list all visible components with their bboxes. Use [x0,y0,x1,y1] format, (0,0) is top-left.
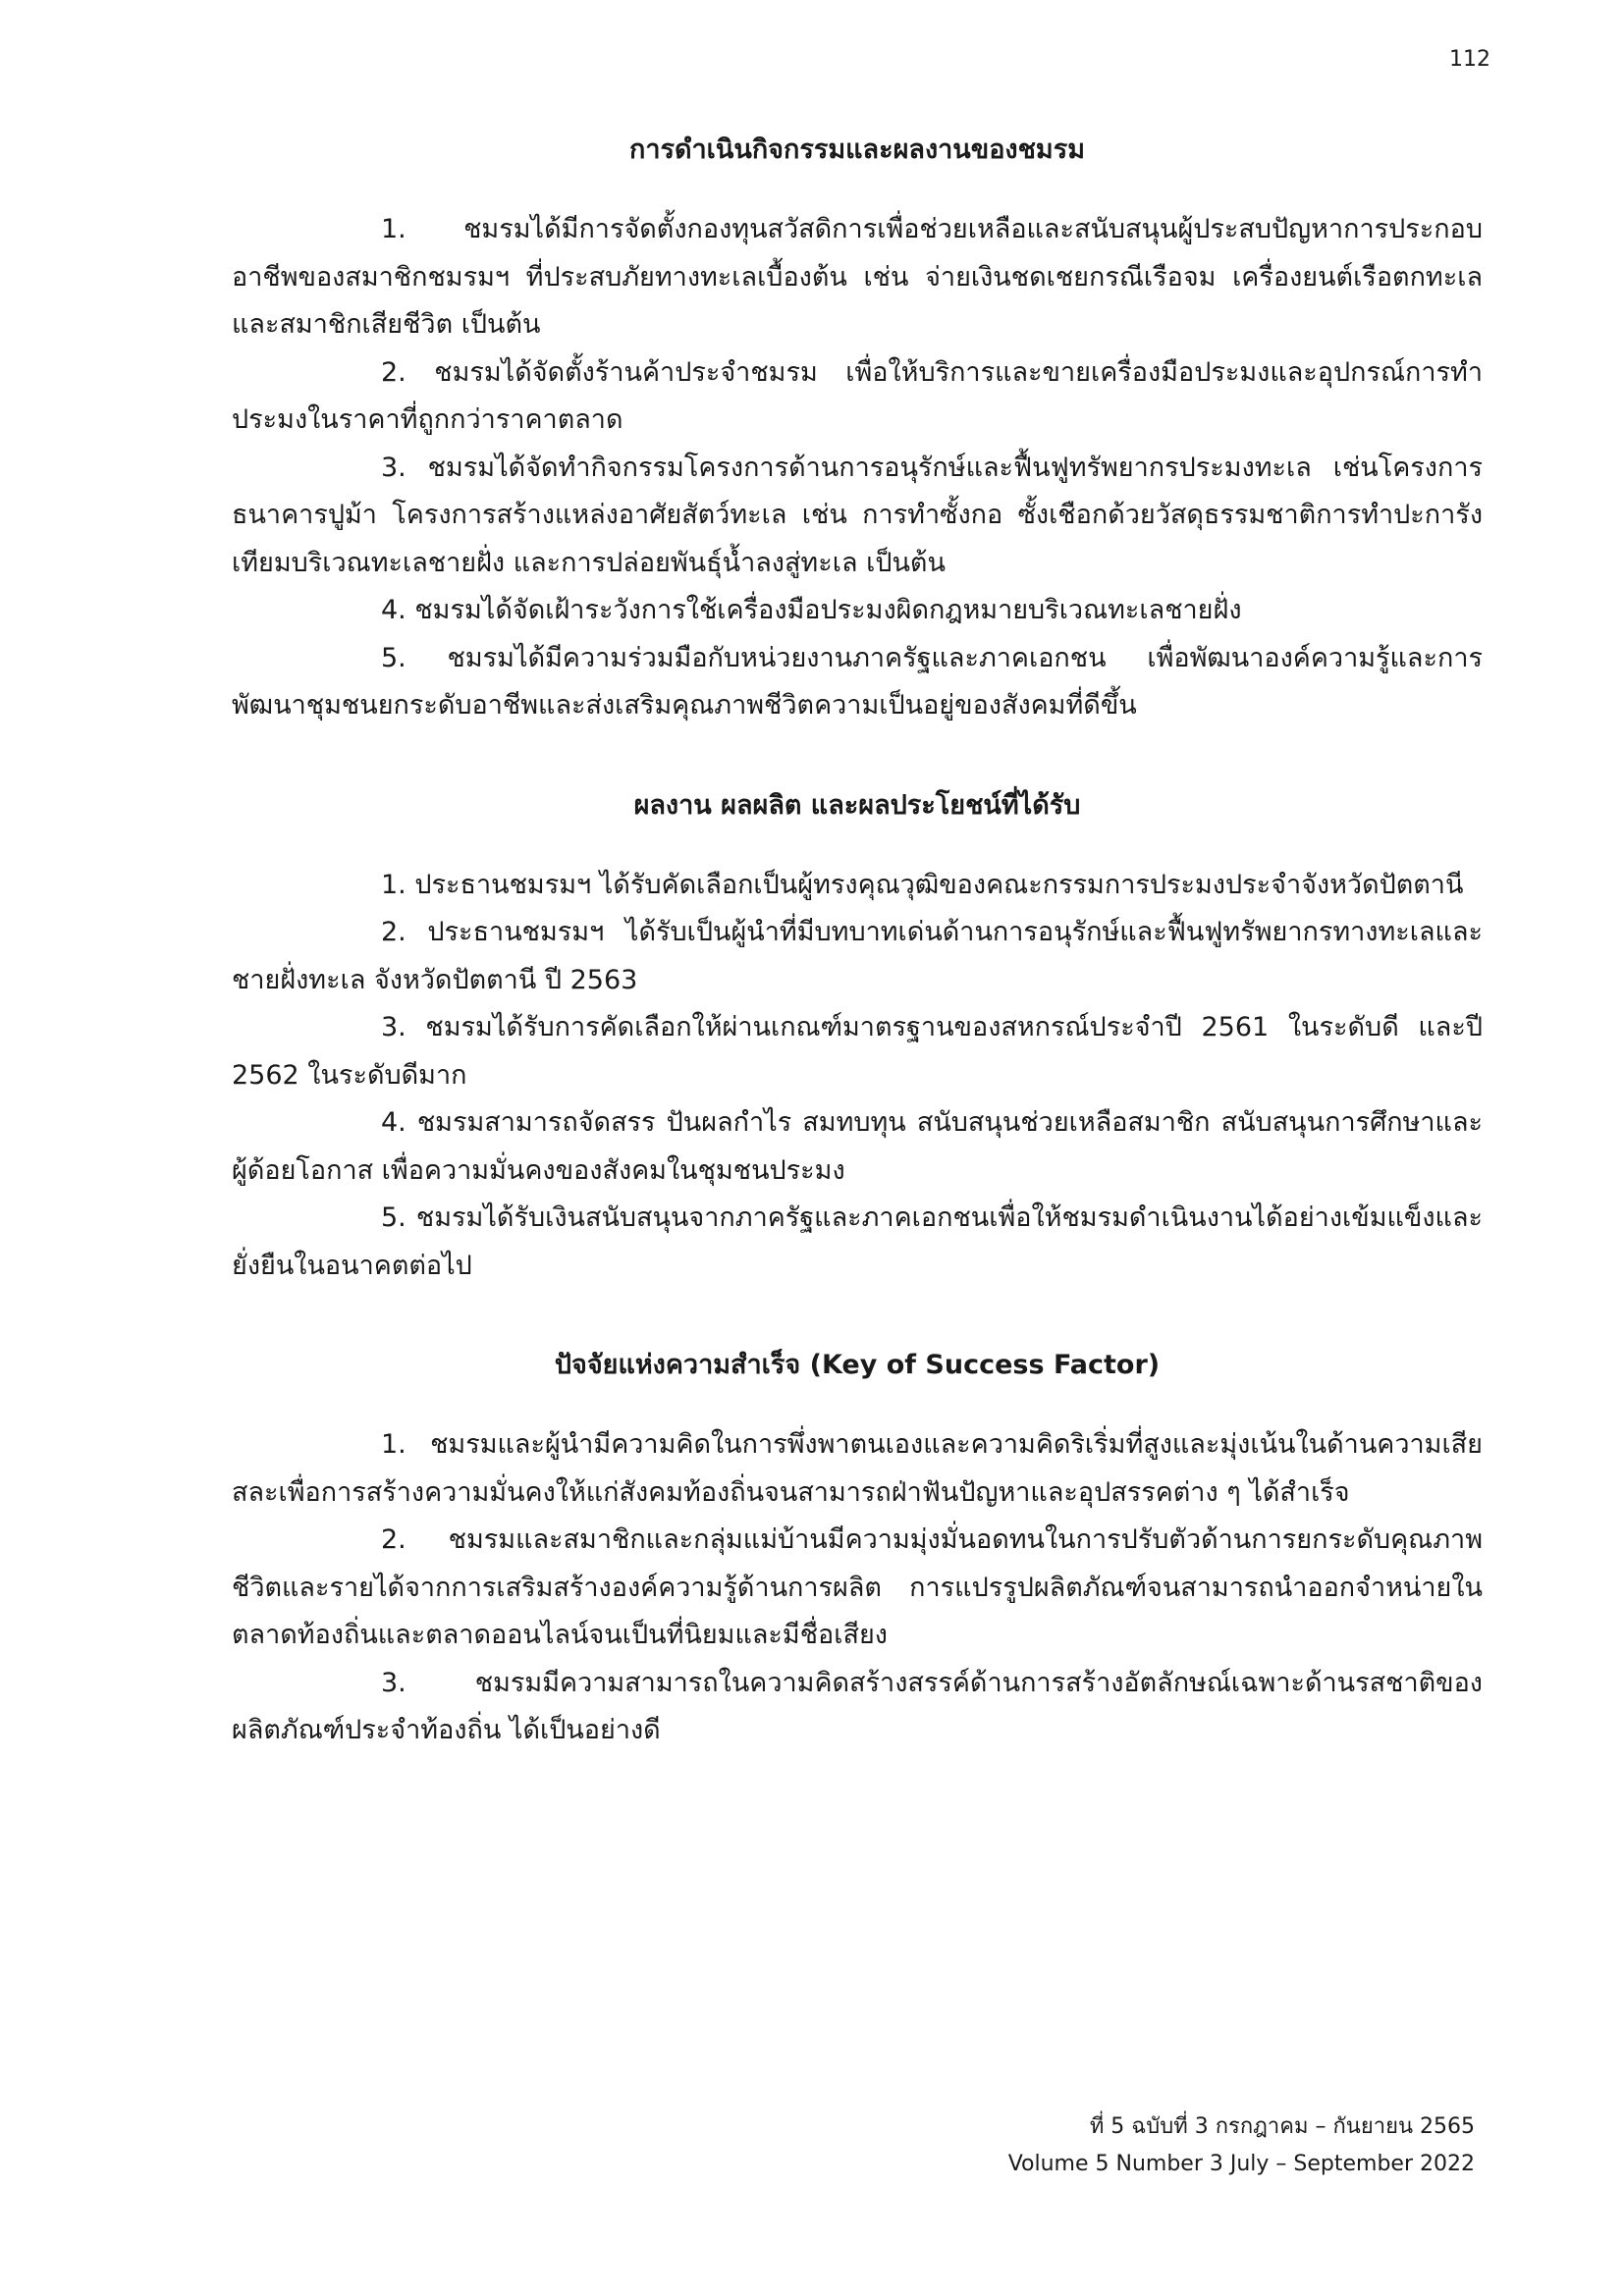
paragraph: 2. ประธานชมรมฯ ได้รับเป็นผู้นำที่มีบทบาทเด่นด้านการอนุรักษ์และฟื้นฟูทรัพยากรทางทะเลและชายฝั่งทะเล จังหวัดปัตตานี ปี 2563 [232,917,1483,995]
journal-footer [1008,2109,1475,2183]
document-body [232,108,1483,1808]
section-title: การดำเนินกิจกรรมและผลงานของชมรม [628,134,1086,165]
section-outputs [232,783,1483,1291]
paragraph: 3. ชมรมได้รับการคัดเลือกให้ผ่านเกณฑ์มาตรฐานของสหกรณ์ประจำปี 2561 ในระดับดี และปี 2562 ในระดับดีมาก [232,1012,1483,1091]
section-success-factors [232,1343,1483,1755]
paragraph: 3. ชมรมได้จัดทำกิจกรรมโครงการด้านการอนุรักษ์และฟื้นฟูทรัพยากรประมงทะเล เช่นโครงการธนาคารปูม้า โครงการสร้างแหล่งอาศัยสัตว์ทะเล เช่น การทำซั้งกอ ซั้งเชือกด้วยวัสดุธรรมชาติการทำปะการังเทียมบริเวณทะเลชายฝั่ง และการปล่อยพันธุ์น้ำลงสู่ทะเล เป็นต้น [232,452,1483,578]
paragraph: 4. ชมรมได้จัดเฝ้าระวังการใช้เครื่องมือประมงผิดกฎหมายบริเวณทะเลชายฝั่ง [381,595,1242,625]
section-title: ปัจจัยแห่งความสำเร็จ (Key of Success Factor) [554,1350,1161,1380]
footer-english-issue: Volume 5 Number 3 July – September 2022 [1007,2152,1475,2176]
paragraph: 3. ชมรมมีความสามารถในความคิดสร้างสรรค์ด้านการสร้างอัตลักษณ์เฉพาะด้านรสชาติของผลิตภัณฑ์ประจำท้องถิ่น ได้เป็นอย่างดี [232,1667,1483,1745]
paragraph: 1. ชมรมและผู้นำมีความคิดในการพึ่งพาตนเองและความคิดริเริ่มที่สูงและมุ่งเน้นในด้านความเสียสละเพื่อการสร้างความมั่นคงให้แก่สังคมท้องถิ่นจนสามารถฝ่าฟันปัญหาและอุปสรรคต่าง ๆ ได้สำเร็จ [232,1429,1483,1508]
paragraph: 4. ชมรมสามารถจัดสรร ปันผลกำไร สมทบทุน สนับสนุนช่วยเหลือสมาชิก สนับสนุนการศึกษาและผู้ด้อยโอกาส เพื่อความมั่นคงของสังคมในชุมชนประมง [232,1107,1483,1186]
section-activities [232,128,1483,730]
paragraph: 2. ชมรมได้จัดตั้งร้านค้าประจำชมรม เพื่อให้บริการและขายเครื่องมือประมงและอุปกรณ์การทำประมงในราคาที่ถูกกว่าราคาตลาด [232,356,1483,435]
paragraph: 1. ประธานชมรมฯ ได้รับคัดเลือกเป็นผู้ทรงคุณวุฒิของคณะกรรมการประมงประจำจังหวัดปัตตานี [381,869,1464,900]
footer-thai-issue: ที่ 5 ฉบับที่ 3 กรกฎาคม – กันยายน 2565 [1089,2114,1475,2139]
paragraph: 1. ชมรมได้มีการจัดตั้งกองทุนสวัสดิการเพื่อช่วยเหลือและสนับสนุนผู้ประสบปัญหาการประกอบอาชีพของสมาชิกชมรมฯ ที่ประสบภัยทางทะเลเบื้องต้น เช่น จ่ายเงินชดเชยกรณีเรือจม เครื่องยนต์เรือตกทะเลและสมาชิกเสียชีวิต เป็นต้น [232,214,1483,340]
section-title: ผลงาน ผลผลิต และผลประโยชน์ที่ได้รับ [633,789,1081,821]
paragraph: 2. ชมรมและสมาชิกและกลุ่มแม่บ้านมีความมุ่งมั่นอดทนในการปรับตัวด้านการยกระดับคุณภาพชีวิตและรายได้จากการเสริมสร้างองค์ความรู้ด้านการผลิต การแปรรูปผลิตภัณฑ์จนสามารถนำออกจำหน่ายในตลาดท้องถิ่นและตลาดออนไลน์จนเป็นที่นิยมและมีชื่อเสียง [232,1524,1483,1650]
paragraph: 5. ชมรมได้มีความร่วมมือกับหน่วยงานภาครัฐและภาคเอกชน เพื่อพัฒนาองค์ความรู้และการพัฒนาชุมชนยกระดับอาชีพและส่งเสริมคุณภาพชีวิตความเป็นอยู่ของสังคมที่ดีขึ้น [232,642,1483,721]
paragraph: 5. ชมรมได้รับเงินสนับสนุนจากภาครัฐและภาคเอกชนเพื่อให้ชมรมดำเนินงานได้อย่างเข้มแข็งและยั่งยืนในอนาคตต่อไป [232,1202,1483,1281]
page-number: 112 [1449,47,1490,72]
